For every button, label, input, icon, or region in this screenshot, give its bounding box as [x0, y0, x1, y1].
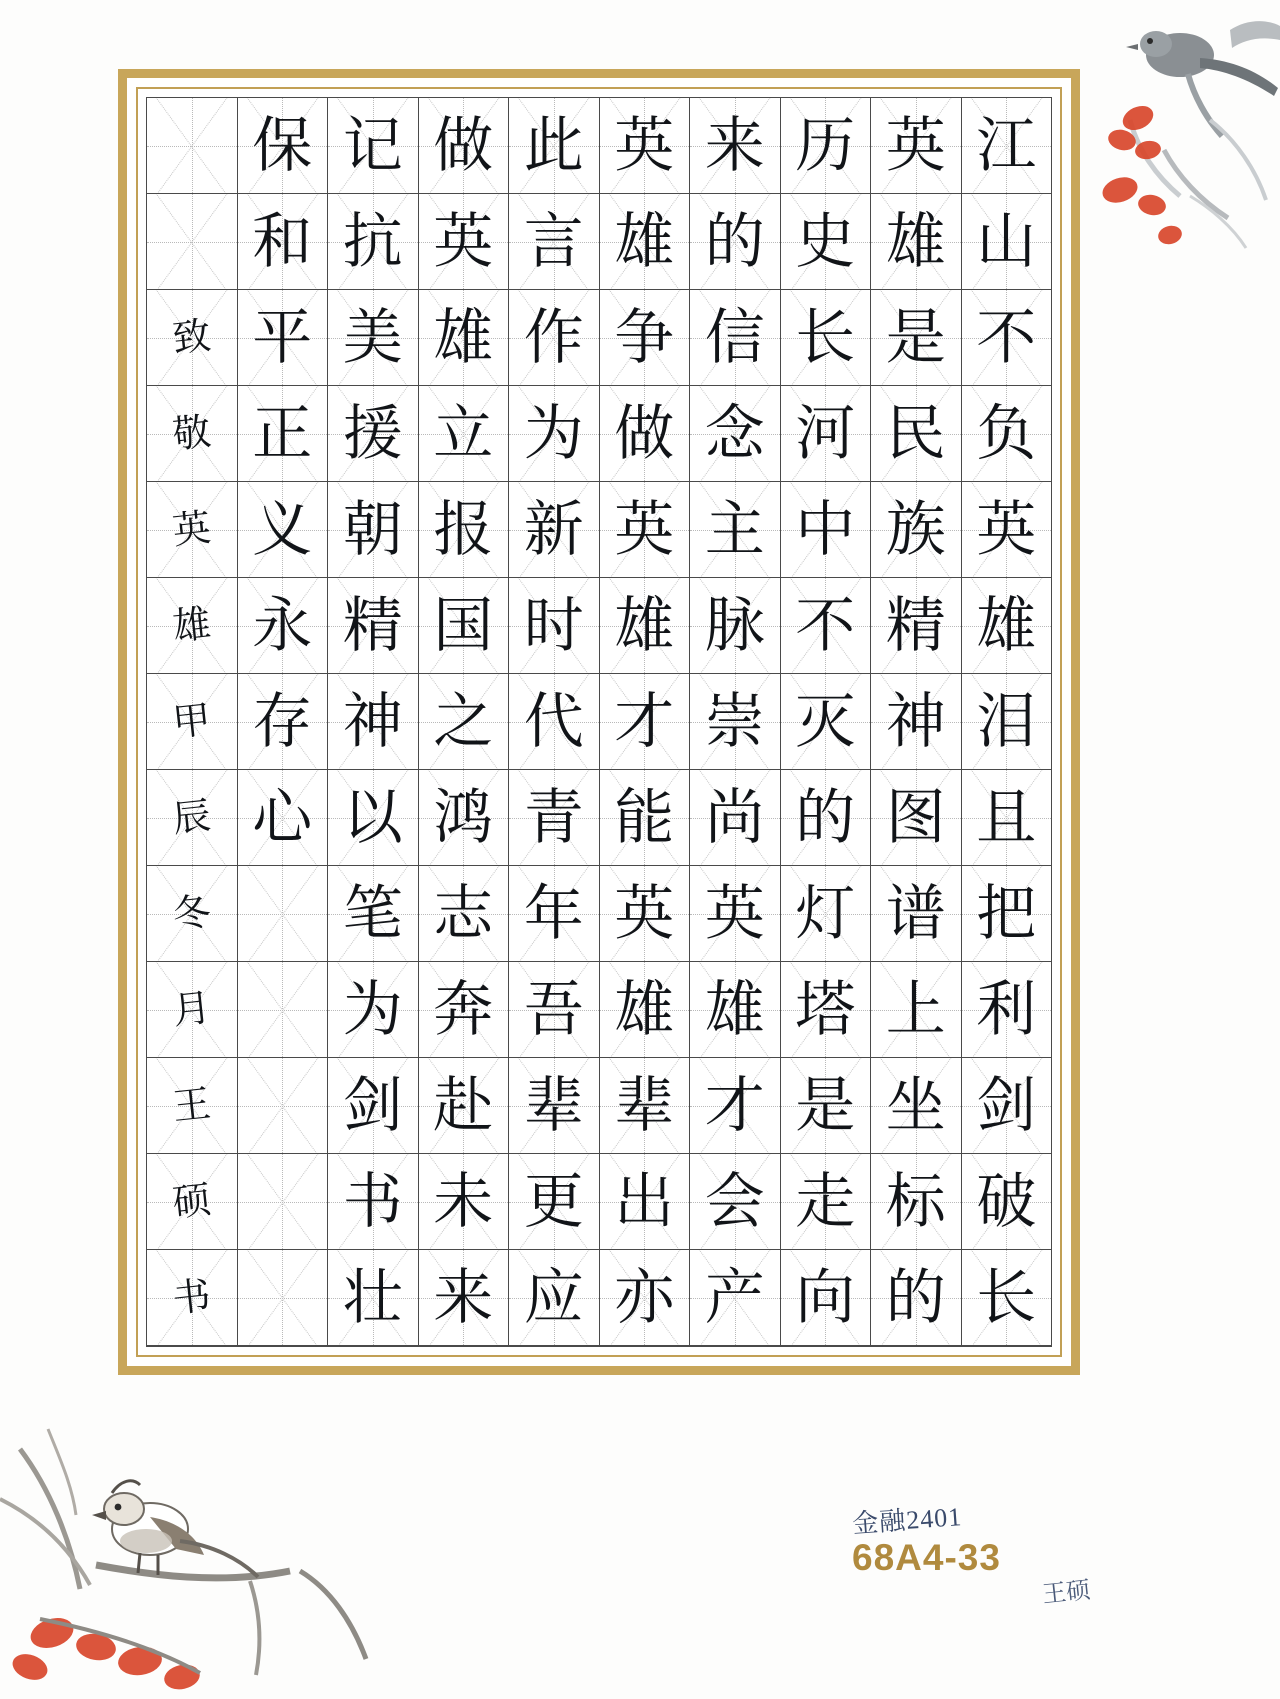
grid-cell — [690, 1058, 781, 1154]
poem-character: 是 — [795, 1072, 856, 1139]
grid-cell — [962, 866, 1053, 962]
grid-cell — [328, 386, 419, 482]
poem-character: 英 — [704, 880, 765, 947]
poem-character: 雄 — [704, 976, 765, 1043]
grid-cell — [509, 866, 600, 962]
poem-character: 才 — [614, 688, 675, 755]
grid-cell — [781, 578, 872, 674]
grid-cell — [328, 674, 419, 770]
inscription-character: 英 — [170, 506, 213, 553]
grid-cell — [781, 1058, 872, 1154]
poem-character: 历 — [795, 112, 856, 179]
inscription-character: 王 — [170, 1082, 213, 1129]
grid-cell — [871, 1250, 962, 1346]
grid-cell — [871, 290, 962, 386]
poem-character: 的 — [795, 784, 856, 851]
grid-cell — [781, 194, 872, 290]
grid-cell — [690, 962, 781, 1058]
grid-cell — [509, 1346, 600, 1347]
grid-cell — [509, 290, 600, 386]
grid-cell — [238, 962, 329, 1058]
grid-cell — [690, 770, 781, 866]
poem-character: 和 — [252, 208, 313, 275]
poem-character: 雄 — [433, 304, 494, 371]
poem-character: 上 — [885, 976, 946, 1043]
poem-character: 雄 — [885, 208, 946, 275]
poem-character: 来 — [704, 112, 765, 179]
poem-character: 英 — [433, 208, 494, 275]
poem-character: 史 — [795, 208, 856, 275]
poem-character: 剑 — [342, 1072, 403, 1139]
poem-character: 亦 — [614, 1264, 675, 1331]
handwritten-class-note: 金融2401 — [851, 1502, 964, 1539]
grid-cell — [509, 1058, 600, 1154]
inscription-character: 甲 — [170, 698, 213, 745]
grid-cell — [600, 194, 691, 290]
grid-cell — [147, 386, 238, 482]
grid-cell — [328, 194, 419, 290]
grid-cell — [328, 1346, 419, 1347]
grid-cell — [871, 1154, 962, 1250]
poem-character: 笔 — [342, 880, 403, 947]
poem-character: 出 — [614, 1168, 675, 1235]
grid-cell — [962, 194, 1053, 290]
grid-cell — [600, 578, 691, 674]
poem-character: 图 — [885, 784, 946, 851]
inscription-character: 辰 — [170, 794, 213, 841]
grid-cell — [781, 482, 872, 578]
grid-cell — [871, 770, 962, 866]
poem-character: 的 — [704, 208, 765, 275]
grid-cell — [509, 1154, 600, 1250]
grid-cell — [328, 1058, 419, 1154]
poem-character: 雄 — [614, 976, 675, 1043]
grid-cell — [238, 674, 329, 770]
grid-cell — [147, 290, 238, 386]
poem-character: 精 — [342, 592, 403, 659]
grid-cell — [690, 290, 781, 386]
poem-character: 鸿 — [433, 784, 494, 851]
grid-cell — [328, 962, 419, 1058]
grid-cell — [238, 482, 329, 578]
poem-character: 朝 — [342, 496, 403, 563]
grid-cell — [509, 386, 600, 482]
grid-cell — [962, 962, 1053, 1058]
poem-character: 谱 — [885, 880, 946, 947]
grid-cell — [328, 866, 419, 962]
grid-cell — [238, 98, 329, 194]
grid-cell — [147, 194, 238, 290]
poem-character: 英 — [614, 496, 675, 563]
grid-cell — [781, 674, 872, 770]
poem-character: 信 — [704, 304, 765, 371]
grid-cell — [600, 482, 691, 578]
poem-character: 辈 — [614, 1072, 675, 1139]
poem-character: 标 — [885, 1168, 946, 1235]
poem-character: 为 — [342, 976, 403, 1043]
poem-character: 时 — [523, 592, 584, 659]
poem-character: 正 — [252, 400, 313, 467]
grid-cell — [147, 962, 238, 1058]
bird-branch-painting-bottom-left — [0, 1389, 400, 1699]
poem-character: 新 — [523, 496, 584, 563]
poem-character: 青 — [523, 784, 584, 851]
poem-character: 保 — [252, 112, 313, 179]
poem-character: 英 — [976, 496, 1037, 563]
poem-character: 英 — [885, 112, 946, 179]
grid-cell — [690, 1250, 781, 1346]
grid-cell — [871, 962, 962, 1058]
poem-character: 书 — [342, 1168, 403, 1235]
poem-character: 精 — [885, 592, 946, 659]
inscription-character: 致 — [170, 314, 213, 361]
poem-character: 崇 — [704, 688, 765, 755]
grid-cell — [238, 194, 329, 290]
grid-cell — [419, 866, 510, 962]
cell-guide-lines — [238, 866, 328, 961]
grid-cell — [509, 674, 600, 770]
serial-code: 68A4-33 — [852, 1537, 1001, 1578]
poem-character: 雄 — [614, 208, 675, 275]
grid-cell — [600, 770, 691, 866]
grid-cell — [509, 98, 600, 194]
inscription-character: 月 — [170, 986, 213, 1033]
inscription-character: 书 — [170, 1274, 213, 1321]
poem-character: 以 — [342, 784, 403, 851]
poem-character: 神 — [885, 688, 946, 755]
poem-character: 应 — [523, 1264, 584, 1331]
bird-blossom-painting-top-right — [1060, 0, 1280, 400]
grid-cell — [147, 578, 238, 674]
grid-cell — [600, 1250, 691, 1346]
grid-cell — [238, 1346, 329, 1347]
grid-cell — [419, 770, 510, 866]
grid-cell — [419, 674, 510, 770]
poem-character: 山 — [976, 208, 1037, 275]
grid-cell — [962, 290, 1053, 386]
grid-cell — [147, 1346, 238, 1347]
poem-character: 国 — [433, 592, 494, 659]
poem-character: 雄 — [976, 592, 1037, 659]
grid-cell — [509, 1250, 600, 1346]
grid-cell — [600, 1058, 691, 1154]
grid-cell — [238, 290, 329, 386]
poem-character: 壮 — [342, 1264, 403, 1331]
grid-cell — [509, 770, 600, 866]
poem-character: 辈 — [523, 1072, 584, 1139]
grid-cell — [238, 578, 329, 674]
grid-cell — [328, 290, 419, 386]
grid-cell — [328, 578, 419, 674]
poem-character: 把 — [976, 880, 1037, 947]
poem-character: 心 — [252, 784, 313, 851]
poem-character: 能 — [614, 784, 675, 851]
poem-character: 民 — [885, 400, 946, 467]
poem-character: 走 — [795, 1168, 856, 1235]
grid-cell — [509, 578, 600, 674]
poem-character: 产 — [704, 1264, 765, 1331]
grid-cell — [600, 290, 691, 386]
grid-cell — [419, 962, 510, 1058]
grid-cell — [690, 578, 781, 674]
poem-character: 未 — [433, 1168, 494, 1235]
cell-guide-lines — [238, 1058, 328, 1153]
inscription-character: 硕 — [170, 1178, 213, 1225]
grid-cell — [781, 290, 872, 386]
poem-character: 塔 — [795, 976, 856, 1043]
grid-cell — [781, 386, 872, 482]
grid-cell — [871, 1346, 962, 1347]
grid-cell — [147, 1058, 238, 1154]
poem-character: 义 — [252, 496, 313, 563]
poem-character: 江 — [976, 112, 1037, 179]
poem-character: 泪 — [976, 688, 1037, 755]
calligraphy-grid — [146, 97, 1052, 1347]
grid-cell — [962, 386, 1053, 482]
grid-cell — [419, 98, 510, 194]
poem-character: 来 — [433, 1264, 494, 1331]
grid-cell — [328, 98, 419, 194]
grid-cell — [781, 1346, 872, 1347]
poem-character: 灯 — [795, 880, 856, 947]
grid-cell — [509, 194, 600, 290]
cell-guide-lines — [147, 98, 237, 193]
poem-character: 的 — [885, 1264, 946, 1331]
grid-cell — [147, 98, 238, 194]
grid-cell — [238, 1058, 329, 1154]
grid-cell — [238, 866, 329, 962]
poem-character: 年 — [523, 880, 584, 947]
grid-cell — [962, 98, 1053, 194]
poem-character: 志 — [433, 880, 494, 947]
poem-character: 代 — [523, 688, 584, 755]
poem-character: 吾 — [523, 976, 584, 1043]
poem-character: 抗 — [342, 208, 403, 275]
grid-cell — [328, 770, 419, 866]
poem-character: 破 — [976, 1168, 1037, 1235]
grid-cell — [781, 770, 872, 866]
grid-cell — [690, 386, 781, 482]
grid-cell — [690, 1346, 781, 1347]
grid-cell — [238, 1250, 329, 1346]
cell-guide-lines — [147, 194, 237, 289]
grid-cell — [328, 482, 419, 578]
poem-character: 争 — [614, 304, 675, 371]
cell-guide-lines — [238, 962, 328, 1057]
poem-character: 为 — [523, 400, 584, 467]
grid-cell — [962, 1154, 1053, 1250]
grid-cell — [962, 770, 1053, 866]
inscription-character: 冬 — [170, 890, 213, 937]
poem-character: 此 — [523, 112, 584, 179]
grid-cell — [419, 194, 510, 290]
grid-cell — [871, 386, 962, 482]
grid-cell — [419, 578, 510, 674]
grid-cell — [238, 1154, 329, 1250]
grid-cell — [147, 1250, 238, 1346]
grid-cell — [871, 194, 962, 290]
grid-cell — [328, 1154, 419, 1250]
grid-cell — [962, 578, 1053, 674]
grid-cell — [962, 1346, 1053, 1347]
poem-character: 坐 — [885, 1072, 946, 1139]
grid-cell — [871, 578, 962, 674]
poem-character: 主 — [704, 496, 765, 563]
grid-cell — [419, 386, 510, 482]
poem-character: 之 — [433, 688, 494, 755]
poem-character: 是 — [885, 304, 946, 371]
poem-character: 负 — [976, 400, 1037, 467]
poem-character: 族 — [885, 496, 946, 563]
footer-marks — [852, 1496, 1072, 1579]
grid-cell — [600, 386, 691, 482]
grid-cell — [419, 1346, 510, 1347]
poem-character: 且 — [976, 784, 1037, 851]
grid-cell — [962, 1250, 1053, 1346]
grid-cell — [600, 98, 691, 194]
poem-character: 不 — [795, 592, 856, 659]
poem-character: 才 — [704, 1072, 765, 1139]
poem-character: 奔 — [433, 976, 494, 1043]
grid-cell — [781, 962, 872, 1058]
grid-cell — [600, 1346, 691, 1347]
grid-cell — [690, 674, 781, 770]
poem-character: 言 — [523, 208, 584, 275]
poem-character: 赴 — [433, 1072, 494, 1139]
signature-mark: 王硕 — [1041, 1577, 1092, 1609]
grid-cell — [962, 1058, 1053, 1154]
poem-character: 英 — [614, 880, 675, 947]
grid-cell — [600, 1154, 691, 1250]
poem-character: 存 — [252, 688, 313, 755]
grid-cell — [509, 482, 600, 578]
grid-cell — [419, 1058, 510, 1154]
grid-cell — [690, 866, 781, 962]
poem-character: 长 — [976, 1264, 1037, 1331]
grid-cell — [871, 674, 962, 770]
grid-cell — [600, 962, 691, 1058]
poem-character: 利 — [976, 976, 1037, 1043]
poem-character: 作 — [523, 304, 584, 371]
grid-cell — [147, 866, 238, 962]
poem-character: 灭 — [795, 688, 856, 755]
grid-cell — [328, 1250, 419, 1346]
grid-cell — [690, 482, 781, 578]
grid-cell — [147, 482, 238, 578]
grid-cell — [781, 1154, 872, 1250]
grid-cell — [871, 866, 962, 962]
poem-character: 更 — [523, 1168, 584, 1235]
poem-character: 脉 — [704, 592, 765, 659]
grid-cell — [690, 194, 781, 290]
grid-cell — [781, 98, 872, 194]
grid-cell — [781, 866, 872, 962]
grid-cell — [690, 98, 781, 194]
grid-cell — [781, 1250, 872, 1346]
poem-character: 平 — [252, 304, 313, 371]
poem-character: 不 — [976, 304, 1037, 371]
poem-character: 记 — [342, 112, 403, 179]
poem-character: 做 — [433, 112, 494, 179]
inscription-character: 敬 — [170, 410, 213, 457]
poem-character: 剑 — [976, 1072, 1037, 1139]
grid-cell — [871, 482, 962, 578]
grid-cell — [600, 674, 691, 770]
grid-cell — [147, 770, 238, 866]
poem-character: 河 — [795, 400, 856, 467]
poem-character: 立 — [433, 400, 494, 467]
grid-cell — [871, 1058, 962, 1154]
inscription-character — [147, 1346, 236, 1347]
poem-character: 报 — [433, 496, 494, 563]
poem-character: 尚 — [704, 784, 765, 851]
inscription-character: 雄 — [170, 602, 213, 649]
grid-cell — [509, 962, 600, 1058]
poem-character: 中 — [795, 496, 856, 563]
grid-cell — [419, 1250, 510, 1346]
grid-cell — [600, 866, 691, 962]
grid-cell — [238, 386, 329, 482]
grid-cell — [147, 674, 238, 770]
poem-character: 援 — [342, 400, 403, 467]
grid-cell — [419, 482, 510, 578]
poem-character: 美 — [342, 304, 403, 371]
grid-cell — [962, 674, 1053, 770]
grid-cell — [419, 290, 510, 386]
poem-character: 念 — [704, 400, 765, 467]
poem-character: 做 — [614, 400, 675, 467]
poem-character: 向 — [795, 1264, 856, 1331]
poem-character: 神 — [342, 688, 403, 755]
cell-guide-lines — [238, 1154, 328, 1249]
poem-character: 英 — [614, 112, 675, 179]
cell-guide-lines — [238, 1250, 328, 1345]
grid-cell — [690, 1154, 781, 1250]
grid-cell — [962, 482, 1053, 578]
grid-cell — [871, 98, 962, 194]
grid-cell — [147, 1154, 238, 1250]
poem-character: 雄 — [614, 592, 675, 659]
poem-character: 长 — [795, 304, 856, 371]
grid-cell — [419, 1154, 510, 1250]
poem-character: 永 — [252, 592, 313, 659]
grid-cell — [238, 770, 329, 866]
poem-character: 会 — [704, 1168, 765, 1235]
